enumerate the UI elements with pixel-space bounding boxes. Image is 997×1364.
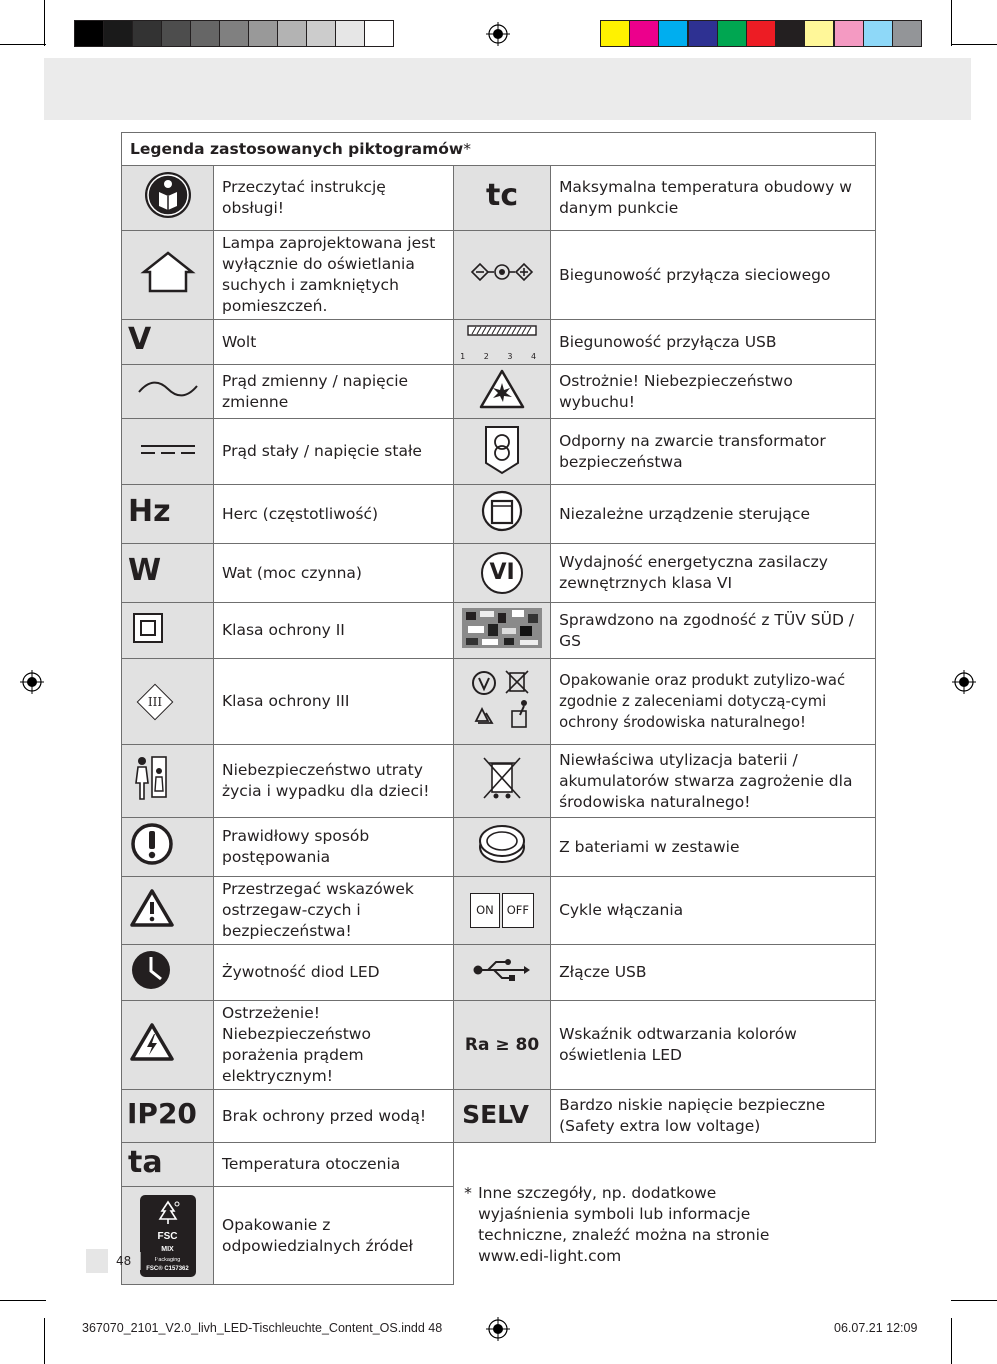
crop-mark xyxy=(44,0,45,46)
warning-icon xyxy=(122,877,214,945)
gray-swatch xyxy=(306,20,336,47)
gray-swatch xyxy=(277,20,307,47)
legend-text: Lampa zaprojektowana jest wyłącznie do oświetlania suchych i zamkniętych pomieszczeń. xyxy=(214,231,454,320)
control-gear-icon xyxy=(454,485,551,544)
class-3-icon: III xyxy=(122,659,214,745)
gray-swatch xyxy=(74,20,104,47)
gray-swatch xyxy=(190,20,220,47)
registration-mark-icon xyxy=(486,1317,510,1341)
gray-swatch xyxy=(219,20,249,47)
child-danger-icon xyxy=(122,745,214,818)
hertz-icon: Hz xyxy=(122,485,214,544)
recycling-icon xyxy=(454,659,551,745)
ac-icon xyxy=(122,365,214,419)
clock-icon xyxy=(122,945,214,1001)
process-swatch xyxy=(688,20,718,47)
crop-mark xyxy=(951,1300,997,1301)
safety-transformer-icon xyxy=(454,419,551,485)
pictogram-legend-table xyxy=(121,132,876,1285)
dc-icon xyxy=(122,419,214,485)
legend-text: Wat (moc czynna) xyxy=(214,544,454,603)
crop-mark xyxy=(0,1300,46,1301)
legend-text: Prąd stały / napięcie stałe xyxy=(214,419,454,485)
gray-swatch xyxy=(248,20,278,47)
legend-title: Legenda zastosowanych piktogramów* xyxy=(122,133,876,166)
crop-mark xyxy=(951,0,952,46)
process-swatch xyxy=(629,20,659,47)
class-2-icon xyxy=(122,603,214,659)
legend-text: Cykle włączania xyxy=(551,877,876,945)
gray-swatch xyxy=(103,20,133,47)
gray-swatch xyxy=(161,20,191,47)
legend-text: Przeczytać instrukcję obsługi! xyxy=(214,166,454,231)
process-swatch xyxy=(746,20,776,47)
process-swatch xyxy=(892,20,922,47)
legend-text: Prąd zmienny / napięcie zmienne xyxy=(214,365,454,419)
process-swatch xyxy=(834,20,864,47)
process-swatch xyxy=(600,20,630,47)
process-swatch xyxy=(775,20,805,47)
legend-text: Klasa ochrony III xyxy=(214,659,454,745)
manual-icon xyxy=(122,166,214,231)
explosion-icon xyxy=(454,365,551,419)
page-number-box xyxy=(86,1249,108,1273)
legend-text: Klasa ochrony II xyxy=(214,603,454,659)
page-language: PL xyxy=(148,1254,162,1268)
legend-text: Złącze USB xyxy=(551,945,876,1001)
legend-text: Z bateriami w zestawie xyxy=(551,818,876,877)
process-swatch xyxy=(717,20,747,47)
legend-text: Biegunowość przyłącza USB xyxy=(551,320,876,365)
electric-shock-icon xyxy=(122,1001,214,1090)
crop-mark xyxy=(951,44,997,45)
tuv-gs-icon xyxy=(454,603,551,659)
watt-icon: W xyxy=(122,544,214,603)
divider xyxy=(140,1252,141,1270)
volt-icon: V xyxy=(122,320,214,365)
selv-icon: SELV xyxy=(454,1090,551,1143)
legend-text: Ostrożnie! Niebezpieczeństwo wybuchu! xyxy=(551,365,876,419)
process-swatch xyxy=(863,20,893,47)
usb-icon xyxy=(454,945,551,1001)
process-swatch xyxy=(658,20,688,47)
legend-text: Niewłaściwa utylizacja baterii / akumulatorów stwarza zagrożenie dla środowiska naturalnego! xyxy=(551,745,876,818)
legend-text: Niezależne urządzenie sterujące xyxy=(551,485,876,544)
footnote: * Inne szczegóły, np. dodatkowe wyjaśnienia symboli lub informacje techniczne, znaleźć można na stronie www.edi-light.com xyxy=(454,1143,876,1285)
polarity-icon xyxy=(454,231,551,320)
legend-text: Sprawdzono na zgodność z TÜV SÜD / GS xyxy=(551,603,876,659)
legend-text: Brak ochrony przed wodą! xyxy=(214,1090,454,1143)
registration-mark-icon xyxy=(952,670,976,694)
battery-disposal-icon xyxy=(454,745,551,818)
legend-text: Niebezpieczeństwo utraty życia i wypadku dla dzieci! xyxy=(214,745,454,818)
legend-text: Herc (częstotliwość) xyxy=(214,485,454,544)
exclamation-icon xyxy=(122,818,214,877)
legend-text: Wydajność energetyczna zasilaczy zewnętrznych klasa VI xyxy=(551,544,876,603)
legend-text: Temperatura otoczenia xyxy=(214,1143,454,1187)
on-off-icon: ON OFF xyxy=(454,877,551,945)
gray-swatch xyxy=(132,20,162,47)
legend-text: Bardzo niskie napięcie bezpieczne (Safety extra low voltage) xyxy=(551,1090,876,1143)
legend-text: Przestrzegać wskazówek ostrzegaw-czych i bezpieczeństwa! xyxy=(214,877,454,945)
process-swatch xyxy=(804,20,834,47)
ta-icon: ta xyxy=(122,1143,214,1187)
crop-mark xyxy=(951,1318,952,1364)
legend-text: Ostrzeżenie! Niebezpieczeństwo porażenia prądem elektrycznym! xyxy=(214,1001,454,1090)
legend-text: Biegunowość przyłącza sieciowego xyxy=(551,231,876,320)
crop-mark xyxy=(0,44,46,45)
fsc-icon: FSC MIX Packaging FSC® C157362 xyxy=(122,1187,214,1285)
header-band xyxy=(44,58,971,120)
efficiency-vi-icon: VI xyxy=(454,544,551,603)
page-number: 48 xyxy=(116,1254,132,1268)
legend-text: Prawidłowy sposób postępowania xyxy=(214,818,454,877)
legend-text: Odporny na zwarcie transformator bezpieczeństwa xyxy=(551,419,876,485)
registration-mark-icon xyxy=(486,22,510,46)
house-icon xyxy=(122,231,214,320)
legend-text: Maksymalna temperatura obudowy w danym punkcie xyxy=(551,166,876,231)
legend-text: Opakowanie oraz produkt zutylizo-wać zgodnie z zaleceniami dotyczą-cymi ochrony środowiska naturalnego! xyxy=(551,659,876,745)
slug-date: 06.07.21 12:09 xyxy=(834,1321,918,1335)
legend-text: Żywotność diod LED xyxy=(214,945,454,1001)
gray-swatch xyxy=(335,20,365,47)
gray-swatch xyxy=(364,20,394,47)
ip20-icon: IP20 xyxy=(122,1090,214,1143)
slug-file-name: 367070_2101_V2.0_livh_LED-Tischleuchte_Content_OS.indd 48 xyxy=(82,1321,443,1335)
usb-pin-icon: 1 2 3 4 xyxy=(454,320,551,365)
legend-text: Opakowanie z odpowiedzialnych źródeł xyxy=(214,1187,454,1285)
crop-mark xyxy=(44,1318,45,1364)
registration-mark-icon xyxy=(20,670,44,694)
cri-icon: Ra ≥ 80 xyxy=(454,1001,551,1090)
button-cell-icon xyxy=(454,818,551,877)
tc-icon: tc xyxy=(454,166,551,231)
legend-text: Wolt xyxy=(214,320,454,365)
legend-text: Wskaźnik odtwarzania kolorów oświetlenia LED xyxy=(551,1001,876,1090)
